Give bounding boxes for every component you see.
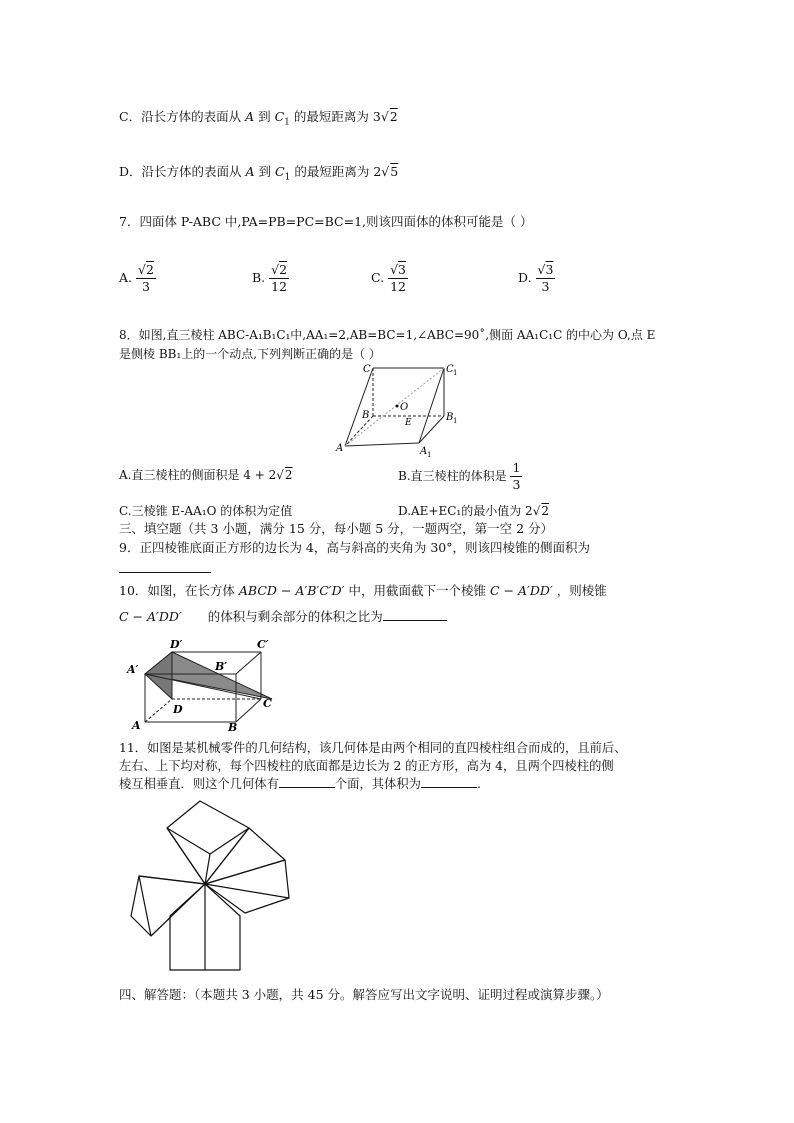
question-11-line1: 11．如图是某机械零件的几何结构，该几何体是由两个相同的直四棱柱组合而成的，且前后、: [119, 741, 627, 755]
label-d1: D′: [170, 638, 183, 651]
section-3-heading: 三、填空题（共 3 小题，满分 15 分，每小题 5 分，一题两空，第一空 2 分）: [119, 521, 554, 536]
point-c1: C: [274, 109, 285, 124]
q8-option-d-text: D.AE+EC₁的最小值为 2: [398, 504, 533, 518]
shaded-face: [145, 652, 172, 699]
question-11-line2: 左右、上下均对称，每个四棱柱的底面都是边长为 2 的正方形，高为 4，且两个四棱柱的侧: [119, 759, 614, 773]
numerator: 2: [145, 262, 154, 277]
point-c1-sub: 1: [284, 172, 291, 183]
label-a: A: [336, 443, 344, 454]
numerator: 3: [398, 262, 406, 277]
prism-figure: [333, 358, 468, 458]
option-c-radicand: 2: [389, 109, 398, 124]
q8-option-a-text: A.直三棱柱的侧面积是 4 + 2: [119, 468, 277, 482]
denominator: 3: [541, 279, 550, 294]
label-a: A: [132, 719, 141, 732]
label-b1: B: [446, 412, 454, 423]
q7-option-b-label: B.: [252, 270, 266, 285]
option-d-mid: 到: [258, 164, 272, 179]
point-c1: C: [275, 164, 285, 179]
label-a1: A: [420, 446, 428, 457]
numerator: 2: [279, 262, 288, 277]
q8-option-c: C.三棱锥 E-AA₁O 的体积为定值: [119, 504, 293, 518]
label-b: B: [362, 410, 370, 421]
q7-option-c-label: C.: [371, 270, 385, 285]
option-c-coef: 3: [372, 109, 381, 124]
sqrt-symbol: √5: [381, 164, 399, 179]
q10-text-b: 中，用截面截下一个棱锥: [348, 583, 486, 598]
label-e: E: [405, 418, 412, 428]
q7-option-a-label: A.: [119, 270, 133, 285]
label-b1: B′: [215, 660, 228, 673]
q8-option-b-text: B.直三棱柱的体积是: [398, 469, 507, 483]
label-b1-sub: 1: [453, 417, 458, 425]
q11-faces-blank: [279, 775, 335, 788]
question-11-line3: [119, 775, 481, 793]
label-d: D: [173, 703, 183, 716]
cross-prism-figure: [125, 798, 295, 976]
q7-option-d-label: D.: [518, 270, 532, 285]
question-7: 7．四面体 P-ABC 中,PA=PB=PC=BC=1,则该四面体的体积可能是（ ）: [119, 214, 533, 229]
q8-option-b: [398, 460, 522, 493]
q10-answer-blank: [383, 608, 447, 621]
option-d-line: [119, 163, 398, 187]
q11-volume-blank: [421, 775, 477, 788]
section-4-heading: 四、解答题：（本题共 3 小题，共 45 分。解答应写出文字说明、证明过程或演算步骤。）: [119, 987, 609, 1002]
denominator: 3: [512, 477, 521, 492]
option-d-coef: 2: [373, 164, 382, 179]
q10-expr-pyramid: C − A′DD′: [489, 583, 553, 598]
numerator: 1: [512, 460, 521, 475]
q10-text-c: ，则棱锥: [556, 583, 607, 598]
label-c: C: [363, 364, 371, 375]
point-a: A: [245, 164, 255, 179]
q10-text-d: 的体积与剩余部分的体积之比为: [207, 609, 383, 624]
q8-option-d: [398, 502, 549, 519]
option-d-radicand: 5: [390, 164, 399, 179]
point-c1-sub: 1: [284, 117, 290, 128]
q7-option-c: [371, 262, 408, 295]
q7-option-a-fraction: $\frac{√2}{3}$: [138, 262, 154, 294]
question-8-line2: 是侧棱 BB₁上的一个动点,下列判断正确的是（ ）: [119, 347, 381, 361]
q9-answer-blank: [119, 572, 211, 573]
q7-option-d-fraction: $\frac{√3}{3}$: [537, 262, 554, 294]
option-d-suffix: 的最短距离为: [294, 164, 370, 179]
q8-option-a: [119, 466, 293, 484]
option-c-prefix: C．沿长方体的表面从: [119, 109, 242, 124]
option-c-line: [119, 108, 398, 132]
q7-option-d: [518, 262, 555, 295]
q8-option-b-fraction: [510, 460, 522, 493]
option-d-prefix: D．沿长方体的表面从: [119, 164, 242, 179]
sqrt-symbol: √2: [380, 109, 398, 124]
denominator: 12: [271, 279, 288, 294]
q8-option-d-radicand: 2: [541, 504, 549, 518]
point-a: A: [245, 109, 255, 124]
q8-option-a-radicand: 2: [284, 468, 293, 482]
denominator: 12: [390, 279, 406, 294]
q10-text-a: 10．如图，在长方体: [119, 583, 235, 598]
q7-option-b-fraction: $\frac{√2}{12}$: [271, 262, 288, 294]
q7-option-b: [252, 262, 289, 295]
label-b: B: [228, 721, 238, 732]
q10-expr-cuboid: ABCD − A′B′C′D′: [238, 583, 345, 598]
q11-text-b: 个面，其体积为: [334, 777, 421, 791]
denominator: 3: [141, 279, 150, 294]
sqrt-symbol: √2: [276, 468, 293, 482]
label-c1: C′: [257, 638, 269, 651]
question-9: 9．正四棱锥底面正方形的边长为 4，高与斜高的夹角为 30°，则该四棱锥的侧面积为: [119, 540, 591, 555]
sqrt-symbol: √2: [532, 504, 549, 518]
label-c: C: [263, 697, 272, 710]
q11-text-c: .: [476, 777, 481, 791]
label-a1: A′: [127, 663, 139, 676]
center-o-dot: [396, 405, 399, 408]
cuboid-figure: [126, 637, 276, 732]
label-a1-sub: 1: [427, 451, 432, 458]
q7-option-a: [119, 262, 156, 295]
question-10-line1: [119, 582, 607, 600]
q11-text-a: 棱互相垂直．则这个几何体有: [119, 777, 279, 791]
label-c1: C: [446, 364, 454, 375]
numerator: 3: [545, 262, 554, 277]
option-c-suffix: 的最短距离为: [293, 109, 369, 124]
label-o: O: [400, 402, 409, 413]
q7-option-c-fraction: $\frac{√3}{12}$: [390, 262, 406, 294]
q10-expr-pyramid-2: C − A′DD′: [119, 609, 182, 624]
question-10-line2: [119, 608, 447, 626]
question-8-line1: 8．如图,直三棱柱 ABC-A₁B₁C₁中,AA₁=2,AB=BC=1,∠ABC=90˚,侧面 AA₁C₁C 的中心为 O,点 E: [119, 328, 656, 342]
label-c1-sub: 1: [453, 369, 458, 377]
option-c-mid: 到: [258, 109, 271, 124]
